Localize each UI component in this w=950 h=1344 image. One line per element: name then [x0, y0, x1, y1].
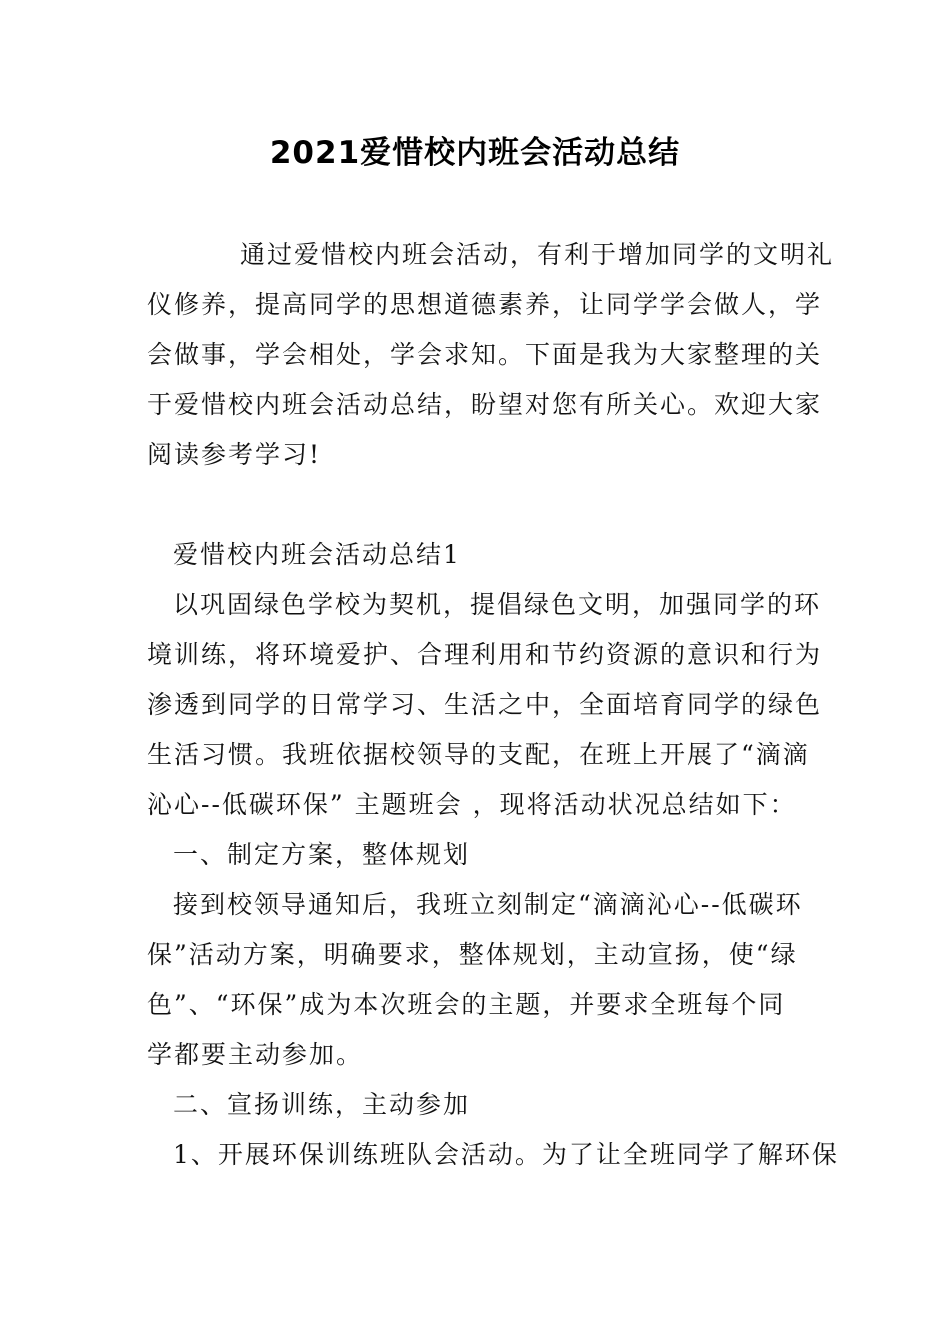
paragraph-1	[147, 580, 823, 830]
text-line: 仪修养，提高同学的思想道德素养，让同学学会做人，学	[147, 290, 823, 319]
text-line: 于爱惜校内班会活动总结，盼望对您有所关心。欢迎大家	[147, 390, 823, 419]
heading-2-block	[147, 1080, 807, 1130]
text-line: 以巩固绿色学校为契机，提倡绿色文明，加强同学的环	[173, 590, 822, 619]
text-line: 1、开展环保训练班队会活动。为了让全班同学了解环保	[173, 1140, 839, 1169]
intro-paragraph	[147, 230, 835, 480]
text-line: 会做事，学会相处，学会求知。下面是我为大家整理的关	[147, 340, 823, 369]
text-line: 通过爱惜校内班会活动，有利于增加同学的文明礼	[240, 240, 835, 269]
text-line: 生活习惯。我班依据校领导的支配，在班上开展了“滴滴	[147, 740, 810, 769]
heading-1-block	[147, 830, 807, 880]
text-line: 阅读参考学习!	[147, 440, 322, 469]
subheading-1: 一、制定方案，整体规划	[173, 840, 471, 869]
text-line: 学都要主动参加。	[147, 1040, 364, 1069]
text-line: 沁心--低碳环保” 主题班会 ，现将活动状况总结如下：	[147, 790, 797, 819]
subheading-2: 二、宣扬训练，主动参加	[173, 1090, 471, 1119]
paragraph-2	[147, 880, 807, 1080]
paragraph-3	[147, 1130, 839, 1180]
document-title: 2021爱惜校内班会活动总结	[269, 135, 681, 171]
text-line: 渗透到同学的日常学习、生活之中，全面培育同学的绿色	[147, 690, 823, 719]
section-heading-block	[147, 530, 807, 580]
text-line: 接到校领导通知后，我班立刻制定“滴滴沁心--低碳环	[173, 890, 803, 919]
text-line: 境训练，将环境爱护、合理利用和节约资源的意识和行为	[147, 640, 823, 669]
section-heading: 爱惜校内班会活动总结1	[173, 540, 461, 569]
text-line: 保”活动方案，明确要求，整体规划，主动宣扬，使“绿	[147, 940, 798, 969]
text-line: 色”、“环保”成为本次班会的主题，并要求全班每个同	[147, 990, 786, 1019]
